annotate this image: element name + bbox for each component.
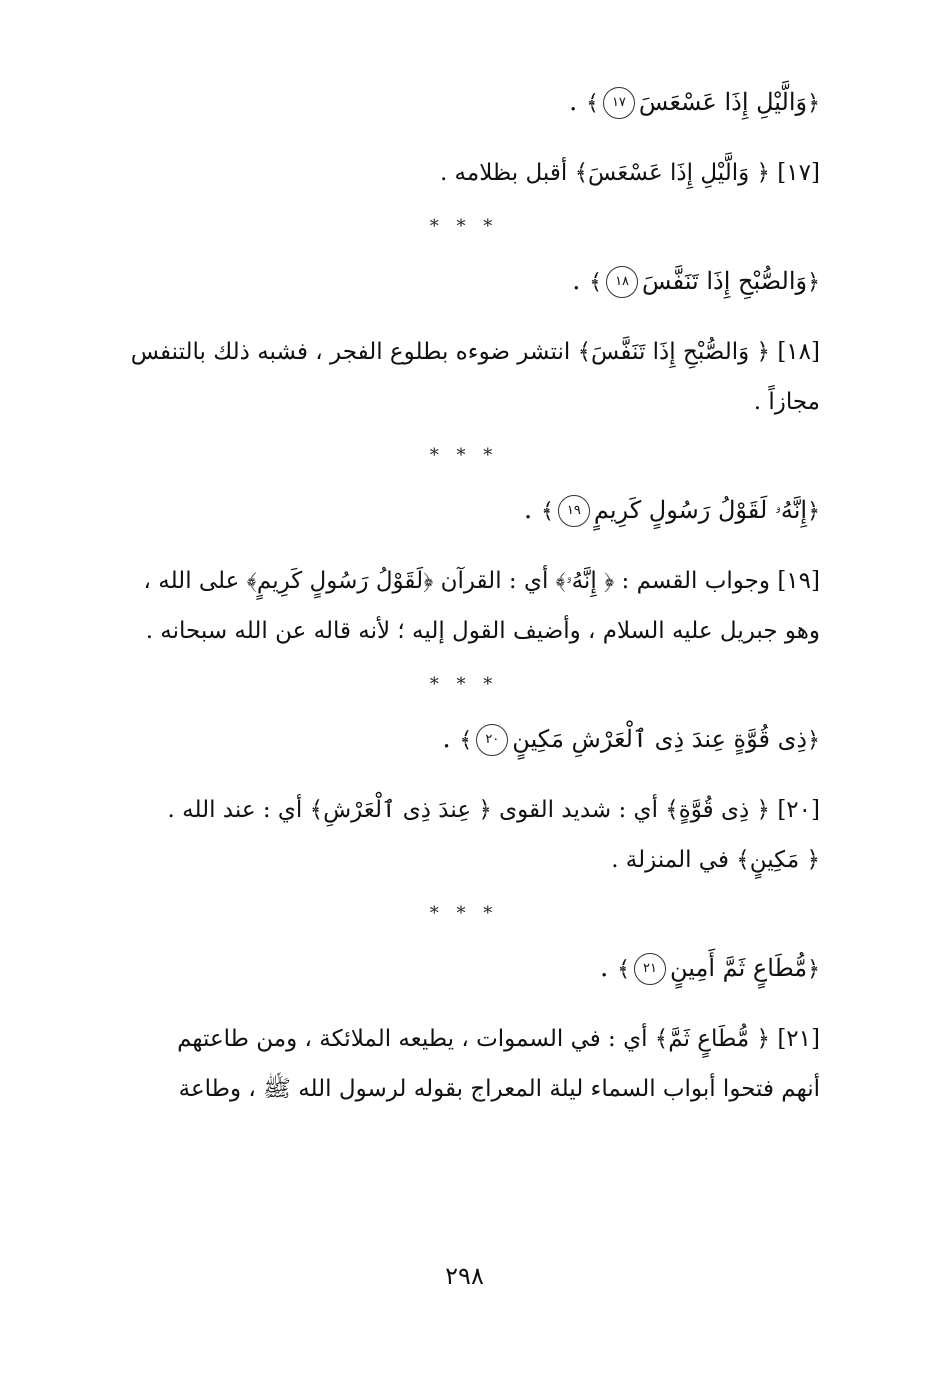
quran-verse (108, 946, 820, 992)
section-separator: * * * (429, 674, 499, 695)
close-bracket: ﴾ (589, 270, 603, 295)
quran-verse (108, 717, 820, 763)
quran-verse (108, 259, 820, 305)
quran-verse (108, 80, 820, 126)
verse-number-marker: ١٩ (558, 495, 590, 527)
verse-end: . (442, 723, 460, 754)
verse-number-marker: ٢٠ (476, 724, 508, 756)
verse-text: إِنَّهُۥ لَقَوْلُ رَسُولٍ كَرِيمٍ (593, 496, 808, 524)
close-bracket: ﴾ (617, 957, 630, 982)
commentary-paragraph (108, 785, 820, 885)
commentary-line: [١٨] ﴿ وَالصُّبْحِ إِذَا تَنَفَّسَ﴾ انتشر ضوءه بطلوع الفجر ، فشبه ذلك بالتنفس (130, 339, 820, 365)
verse-number-marker: ١٧ (603, 87, 635, 119)
open-bracket: ﴿ (807, 91, 820, 116)
commentary-line: مجازاً . (753, 389, 820, 415)
section-separator: * * * (429, 216, 499, 237)
verse-text: وَالَّيْلِ إِذَا عَسْعَسَ (638, 88, 808, 116)
verse-number-marker: ٢١ (634, 953, 666, 985)
verse-end: . (568, 86, 587, 117)
page-number: ٢٩٨ (445, 1262, 484, 1290)
verse-end: . (599, 952, 618, 983)
commentary-paragraph (108, 148, 820, 198)
commentary-line: [١٧] ﴿ وَالَّيْلِ إِذَا عَسْعَسَ﴾ أقبل بظلامه . (439, 160, 820, 186)
verse-text: وَالصُّبْحِ إِذَا تَنَفَّسَ (642, 267, 808, 295)
verse-end: . (571, 265, 590, 296)
close-bracket: ﴾ (459, 728, 473, 753)
commentary-line: أنهم فتحوا أبواب السماء ليلة المعراج بقوله لرسول الله ﷺ ، وطاعة (178, 1076, 820, 1102)
commentary-line: [٢١] ﴿ مُّطَاعٍ ثَمَّ﴾ أي : في السموات ، يطيعه الملائكة ، ومن طاعتهم (177, 1026, 820, 1052)
page-content (108, 80, 820, 1132)
open-bracket: ﴿ (807, 499, 820, 524)
commentary-line: [١٩] وجواب القسم : ﴿ إِنَّهُۥ﴾ أي : القرآن ﴿لَقَوْلُ رَسُولٍ كَرِيمٍ﴾ على الله ، (143, 568, 820, 594)
commentary-paragraph (108, 556, 820, 656)
section-separator: * * * (429, 445, 499, 466)
commentary-paragraph (108, 327, 820, 427)
commentary-line: [٢٠] ﴿ ذِى قُوَّةٍ﴾ أي : شديد القوى ﴿ عِندَ ذِى ٱلْعَرْشِ﴾ أي : عند الله . (167, 797, 820, 823)
quran-verse (108, 488, 820, 534)
close-bracket: ﴾ (540, 499, 554, 524)
commentary-paragraph (108, 1014, 820, 1114)
close-bracket: ﴾ (586, 91, 599, 116)
verse-text: ذِى قُوَّةٍ عِندَ ذِى ٱلْعَرْشِ مَكِينٍ (512, 725, 808, 753)
open-bracket: ﴿ (807, 728, 820, 753)
open-bracket: ﴿ (807, 270, 820, 295)
verse-text: مُّطَاعٍ ثَمَّ أَمِينٍ (669, 954, 808, 982)
commentary-line: ﴿ مَكِينٍ﴾ في المنزلة . (611, 847, 820, 873)
verse-end: . (523, 494, 541, 525)
section-separator: * * * (429, 903, 499, 924)
open-bracket: ﴿ (807, 957, 820, 982)
verse-number-marker: ١٨ (606, 266, 638, 298)
commentary-line: وهو جبريل عليه السلام ، وأضيف القول إليه ؛ لأنه قاله عن الله سبحانه . (145, 618, 820, 644)
